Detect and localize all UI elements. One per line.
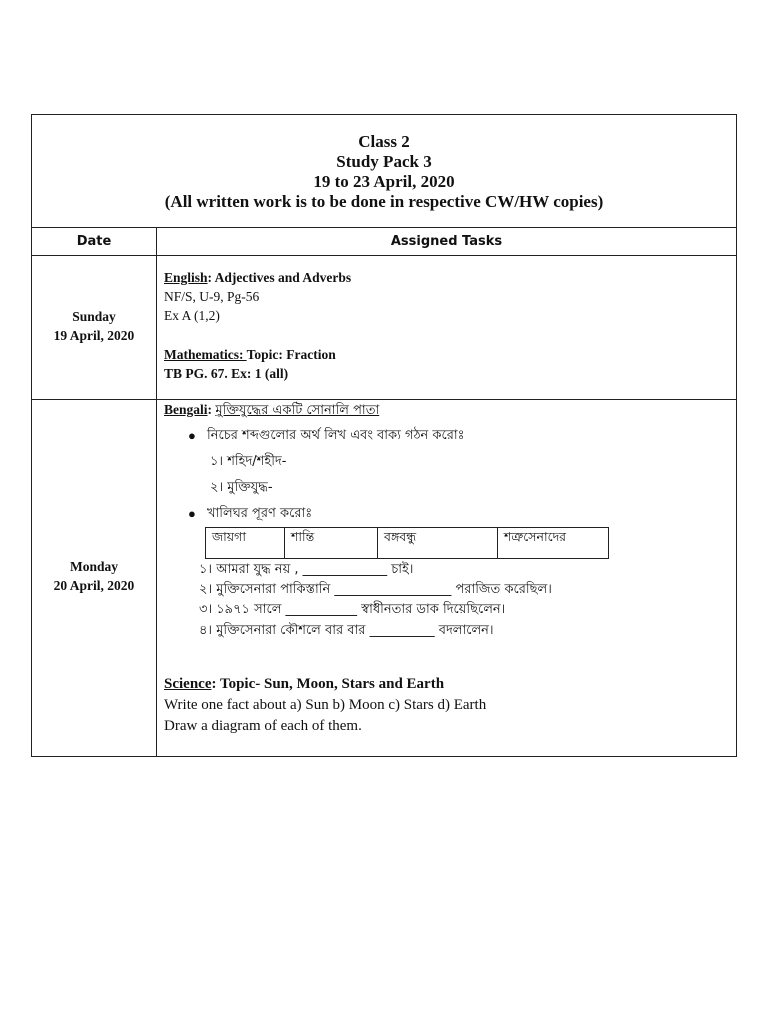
class-title: Class 2 [358, 132, 410, 151]
column-divider [156, 227, 157, 756]
english-task [164, 268, 351, 325]
bullet-icon: ● [188, 428, 196, 443]
column-header-tasks: Assigned Tasks [390, 234, 503, 249]
title-block [32, 115, 736, 227]
bullet-icon: ● [188, 506, 196, 521]
instructions-note: (All written work is to be done in respective CW/HW copies) [164, 192, 604, 211]
english-exercise: Ex A (1,2) [164, 308, 220, 323]
bengali-colon: : [207, 402, 216, 417]
word-bank-table [205, 527, 609, 559]
science-instruction-1: Write one fact about a) Sun b) Moon c) Stars d) Earth [164, 697, 487, 713]
fill-blank-4: ৪। মুক্তিসেনারা কৌশলে বার বার __________ বদলালেন। [199, 623, 494, 638]
math-label: Mathematics: [164, 347, 247, 362]
date-range: 19 to 23 April, 2020 [313, 172, 455, 191]
fill-blank-3: ৩। ১৯৭১ সালে ___________ স্বাধীনতার ডাক দিয়েছিলেন। [199, 602, 506, 617]
word-bank-cell: শত্রুসেনাদের [498, 528, 609, 559]
row1-date-text: 19 April, 2020 [53, 328, 135, 343]
bengali-heading [164, 400, 379, 420]
bengali-word-1: ১। শহিদ/শহীদ- [210, 454, 287, 469]
math-topic: Topic: Fraction [246, 347, 336, 362]
bengali-instruction-2: খালিঘর পূরণ করোঃ [207, 506, 313, 521]
fill-blank-2: ২। মুক্তিসেনারা পাকিস্তানি __________________ পরাজিত করেছিল। [199, 582, 552, 597]
science-instruction-2: Draw a diagram of each of them. [164, 718, 362, 734]
row2-date-text: 20 April, 2020 [53, 578, 135, 593]
english-reference: NF/S, U-9, Pg-56 [164, 289, 260, 304]
word-bank-cell: জায়গা [206, 528, 285, 559]
bengali-word-2: ২। মুক্তিযুদ্ধ- [210, 480, 273, 495]
row-divider [32, 399, 736, 400]
word-bank-cell: বঙ্গবন্ধু [378, 528, 498, 559]
row1-day: Sunday [72, 309, 116, 324]
study-pack-sheet [31, 114, 737, 757]
row1-date [32, 307, 156, 345]
science-task [164, 674, 486, 737]
bengali-label: Bengali [164, 402, 208, 417]
word-bank-cell: শান্তি [285, 528, 378, 559]
column-header-date: Date [76, 234, 112, 249]
row2-date [32, 557, 156, 595]
fill-blank-1: ১। আমরা যুদ্ধ নয় , _____________ চাই। [199, 562, 414, 577]
row2-day: Monday [69, 559, 118, 574]
math-exercise: TB PG. 67. Ex: 1 (all) [164, 366, 289, 381]
english-label: English [164, 270, 208, 285]
bengali-instruction-1: নিচের শব্দগুলোর অর্থ লিখ এবং বাক্য গঠন করোঃ [207, 428, 465, 443]
study-pack-title: Study Pack 3 [336, 152, 432, 171]
science-topic: : Topic- Sun, Moon, Stars and Earth [211, 676, 445, 692]
math-task [164, 345, 336, 383]
bengali-title: মুক্তিযুদ্ধের একটি সোনালি পাতা [215, 403, 380, 418]
english-topic: : Adjectives and Adverbs [207, 270, 352, 285]
science-label: Science [164, 676, 212, 692]
